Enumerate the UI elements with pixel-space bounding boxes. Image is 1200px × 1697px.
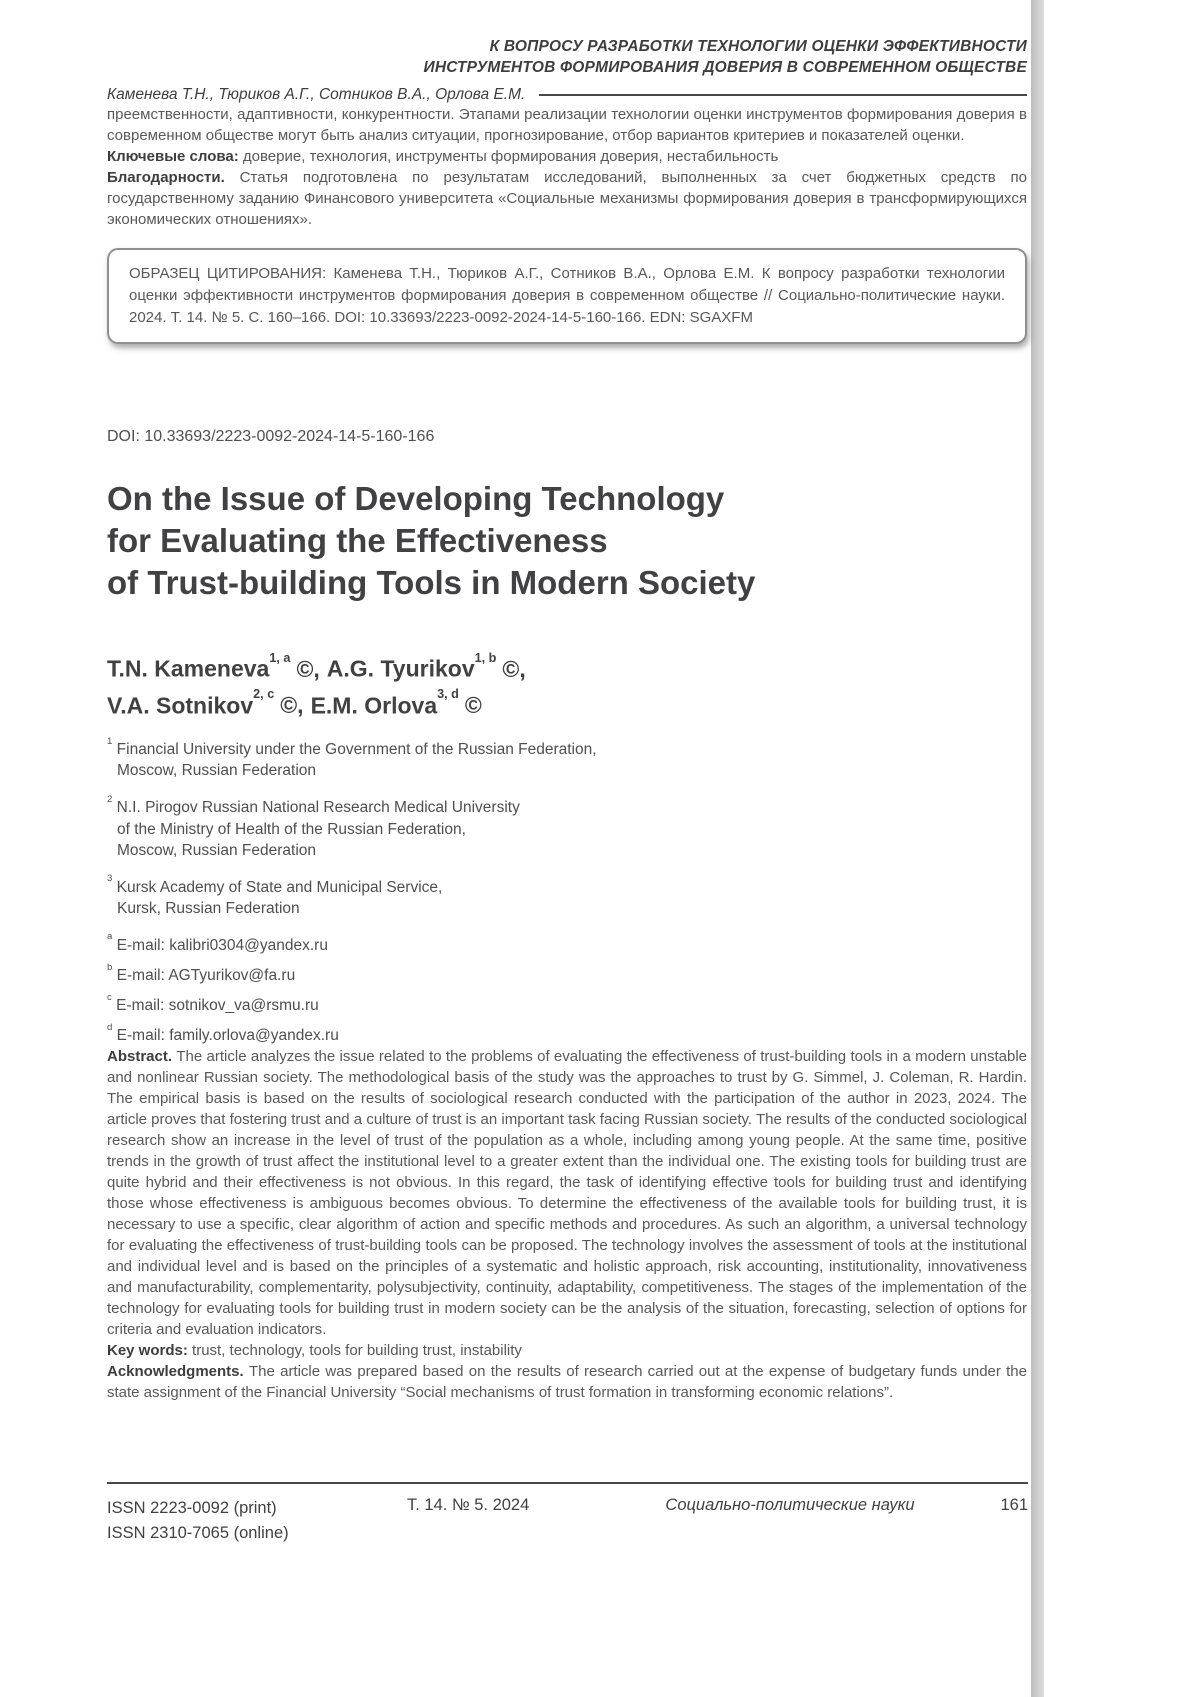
- acknowledgments-label: Acknowledgments.: [107, 1363, 244, 1381]
- author-copyright-mark: ©,: [296, 655, 320, 682]
- affiliation-text: Moscow, Russian Federation: [117, 762, 317, 780]
- keywords-label: Key words:: [107, 1342, 188, 1360]
- author-copyright-mark: ©,: [502, 655, 526, 682]
- issn-online: ISSN 2310-7065 (online): [107, 1524, 289, 1542]
- affiliation-text: Kursk, Russian Federation: [117, 899, 300, 917]
- email-marker: a: [107, 931, 113, 943]
- running-header-title: [107, 36, 1027, 78]
- email-text: E-mail: kalibri0304@yandex.ru: [116, 936, 328, 954]
- citation-sample-label: ОБРАЗЕЦ ЦИТИРОВАНИЯ:: [129, 265, 327, 282]
- keywords: [107, 1340, 1027, 1361]
- email-text: E-mail: family.orlova@yandex.ru: [116, 1027, 339, 1045]
- affiliation-text: Moscow, Russian Federation: [117, 841, 317, 859]
- author-affiliation-marker: 3, d: [437, 687, 459, 702]
- author-affiliation-marker: 1, b: [474, 650, 497, 665]
- russian-keywords-text: доверие, технология, инструменты формирования доверия, нестабильность: [242, 148, 779, 165]
- keywords-text: trust, technology, tools for building trust, instability: [192, 1342, 522, 1360]
- page-edge-shadow: [1031, 0, 1044, 1697]
- affiliation-1: [107, 735, 1027, 781]
- affiliation-marker: 3: [107, 873, 113, 885]
- email-marker: d: [107, 1021, 113, 1033]
- email-line-b: [107, 961, 1027, 986]
- footer-journal-name: Социально-политические науки: [665, 1496, 915, 1514]
- russian-abstract-continuation: преемственности, адаптивности, конкурентности. Этапами реализации технологии оценки инструментов формирования доверия в современном обществе могут быть анализ ситуации, прогнозирование, отбор вариантов критериев и показателей оценки.: [107, 106, 1027, 144]
- running-header-authors-row: [107, 86, 1027, 104]
- acknowledgments: [107, 1361, 1027, 1403]
- running-header-title-line1: К ВОПРОСУ РАЗРАБОТКИ ТЕХНОЛОГИИ ОЦЕНКИ ЭФФЕКТИВНОСТИ: [489, 38, 1027, 55]
- doi-line: DOI: 10.33693/2223-0092-2024-14-5-160-166: [107, 428, 435, 445]
- russian-acknowledgments-text: Статья подготовлена по результатам исследований, выполненных за счет бюджетных средств по государственному заданию Финансового университета «Социальные механизмы формирования доверия в трансформирующихся экономических отношениях».: [107, 169, 1028, 228]
- running-header-authors: Каменева Т.Н., Тюриков А.Г., Сотников В.А., Орлова Е.М.: [107, 86, 526, 103]
- russian-acknowledgments-label: Благодарности.: [107, 169, 225, 186]
- affiliation-text: Financial University under the Government of the Russian Federation,: [116, 741, 597, 759]
- article-title-line3: of Trust-building Tools in Modern Society: [107, 564, 756, 601]
- running-header-title-line2: ИНСТРУМЕНТОВ ФОРМИРОВАНИЯ ДОВЕРИЯ В СОВРЕМЕННОМ ОБЩЕСТВЕ: [423, 59, 1027, 76]
- article-title-line2: for Evaluating the Effectiveness: [107, 522, 608, 559]
- email-text: E-mail: sotnikov_va@rsmu.ru: [116, 997, 319, 1015]
- citation-sample-text: Каменева Т.Н., Тюриков А.Г., Сотников В.А., Орлова Е.М. К вопросу разработки технологии оценки эффективности инструментов формирования доверия в современном обществе // Социально-политические науки. 2024. Т. 14. № 5. С. 160–166. DOI: 10.33693/2223-0092-2024-14-5-160-166. EDN: SGAXFM: [129, 265, 1006, 326]
- author-name: E.M. Orlova: [310, 692, 438, 719]
- header-rule: [539, 94, 1027, 96]
- abstract-label: Abstract.: [107, 1048, 173, 1066]
- affiliation-3: [107, 873, 1027, 919]
- abstract: [107, 1046, 1027, 1340]
- email-line-c: [107, 991, 1027, 1016]
- author-copyright-mark: ©,: [280, 692, 304, 719]
- article-title: [107, 478, 1027, 604]
- authors-block: [107, 648, 1027, 721]
- footer-rule: [107, 1482, 1028, 1484]
- affiliation-text: N.I. Pirogov Russian National Research Medical University: [116, 799, 520, 817]
- affiliation-marker: 2: [107, 794, 113, 806]
- email-text: E-mail: AGTyurikov@fa.ru: [116, 967, 296, 985]
- email-line-d: [107, 1021, 1027, 1046]
- affiliation-marker: 1: [107, 736, 113, 747]
- author-emails: [107, 931, 1027, 1047]
- citation-sample-box: [107, 248, 1027, 344]
- affiliations: [107, 735, 1027, 918]
- russian-acknowledgments: [107, 167, 1027, 230]
- article-title-line1: On the Issue of Developing Technology: [107, 480, 725, 517]
- author-affiliation-marker: 2, c: [253, 687, 275, 702]
- author-name: T.N. Kameneva: [107, 655, 270, 682]
- author-name: V.A. Sotnikov: [107, 692, 254, 719]
- author-copyright-mark: ©: [464, 692, 482, 719]
- email-line-a: [107, 931, 1027, 956]
- authors-line-2: [107, 685, 1027, 722]
- acknowledgments-text: The article was prepared based on the results of research carried out at the expense of budgetary funds under the state assignment of the Financial University “Social mechanisms of trust formation in transforming economic relations”.: [107, 1363, 1027, 1402]
- russian-keywords-label: Ключевые слова:: [107, 148, 239, 165]
- email-marker: c: [107, 991, 112, 1003]
- author-affiliation-marker: 1, a: [269, 650, 291, 665]
- footer-page-number: 161: [1000, 1496, 1028, 1514]
- footer-volume-issue: Т. 14. № 5. 2024: [407, 1496, 530, 1514]
- abstract-text: The article analyzes the issue related to the problems of evaluating the effectiveness of trust-building tools in a modern unstable and nonlinear Russian society. The methodological basis of the study was the approaches to trust by G. Simmel, J. Coleman, R. Hardin. The empirical basis is based on the results of sociological research conducted with the participation of the author in 2023, 2024. The article proves that fostering trust and a culture of trust is an important task facing Russian society. The results of the conducted sociological research show an increase in the level of trust of the population as a whole, including among young people. At the same time, positive trends in the growth of trust affect the institutional level to a greater extent than the individual one. The existing tools for building trust are quite hybrid and their effectiveness is not obvious. In this regard, the task of identifying effective tools for building trust and identifying those whose effectiveness is ambiguous becomes obvious. To determine the effectiveness of the available tools for building trust, it is necessary to use a specific, clear algorithm of action and specific methods and procedures. As such an algorithm, a universal technology for evaluating the effectiveness of trust-building tools can be proposed. The technology involves the assessment of tools at the institutional and individual level and is based on the principles of a systematic and holistic approach, risk accounting, institutionality, innovativeness and manufacturability, complementarity, polysubjectivity, continuity, adaptability, competitiveness. The stages of the implementation of the technology for evaluating tools for building trust in modern society can be the analysis of the situation, forecasting, selection of options for criteria and evaluation indicators.: [107, 1048, 1027, 1339]
- issn-print: ISSN 2223-0092 (print): [107, 1499, 277, 1517]
- affiliation-text: of the Ministry of Health of the Russian Federation,: [117, 820, 466, 838]
- footer-issn: [107, 1496, 407, 1546]
- page-footer: [107, 1482, 1028, 1546]
- authors-line-1: [107, 648, 1027, 685]
- affiliation-2: [107, 793, 1027, 860]
- email-marker: b: [107, 961, 113, 973]
- affiliation-text: Kursk Academy of State and Municipal Service,: [116, 878, 443, 896]
- russian-keywords: [107, 146, 1027, 167]
- author-name: A.G. Tyurikov: [326, 655, 475, 682]
